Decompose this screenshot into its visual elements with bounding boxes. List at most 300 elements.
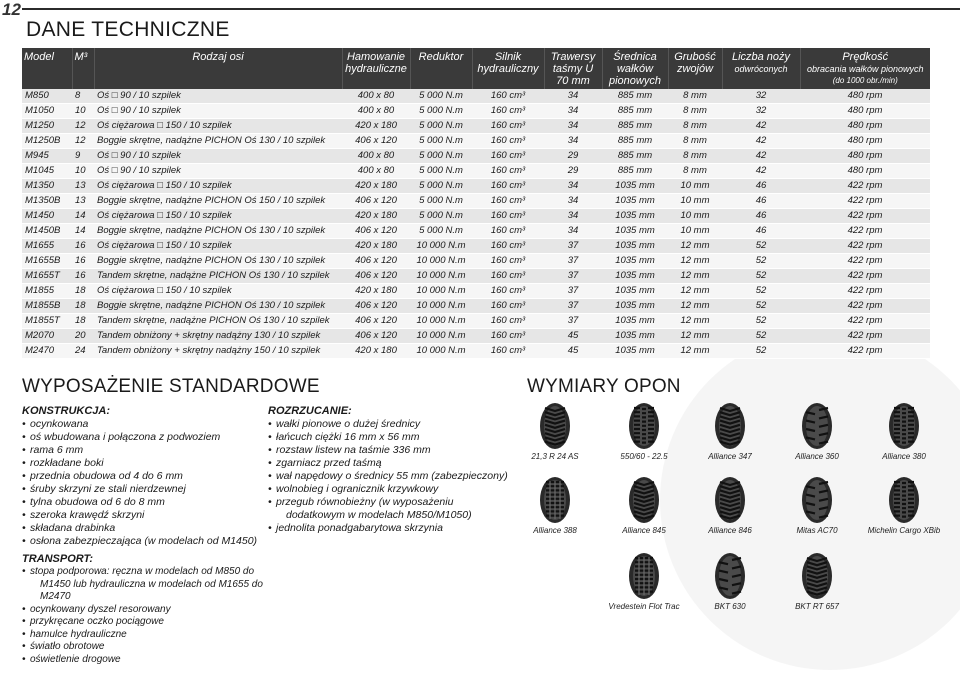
tyre-item [777,402,857,461]
table-cell: Oś ciężarowa □ 150 / 10 szpilek [94,239,342,254]
table-cell: 8 mm [668,89,722,104]
list-item: • hamulce hydrauliczne [22,629,282,642]
table-cell: 13 [72,179,94,194]
table-cell: M1350B [22,194,72,209]
table-row [22,164,930,179]
table-cell: 18 [72,314,94,329]
tyre-icon [531,402,579,450]
table-cell: 422 rpm [800,269,930,284]
table-cell: 5 000 N.m [410,164,472,179]
table-cell: M1655 [22,239,72,254]
list-item: • ocynkowany dyszel resorowany [22,604,282,617]
table-cell: 12 mm [668,344,722,359]
tyre-label: Vredestein Flot Trac [608,602,680,611]
list-item: • łańcuch ciężki 16 mm x 56 mm [268,431,518,444]
tyre-label: 21,3 R 24 AS [531,452,579,461]
tyre-icon [531,476,579,524]
table-cell: 8 mm [668,149,722,164]
table-cell: 406 x 120 [342,329,410,344]
table-cell: 480 rpm [800,149,930,164]
table-cell: 12 mm [668,254,722,269]
table-row [22,239,930,254]
table-row [22,134,930,149]
table-cell: 422 rpm [800,239,930,254]
table-cell: 8 mm [668,134,722,149]
tyre-label: 550/60 - 22.5 [620,452,668,461]
page-number: 12 [0,0,26,22]
table-cell: 160 cm³ [472,329,544,344]
table-cell: 1035 mm [602,284,668,299]
table-cell: 52 [722,344,800,359]
table-cell: 37 [544,239,602,254]
tyre-item [864,476,944,535]
table-cell: M1250B [22,134,72,149]
tyre-label: BKT 630 [714,602,746,611]
table-row [22,149,930,164]
table-cell: 20 [72,329,94,344]
table-cell: 9 [72,149,94,164]
table-cell: Tandem obniżony + skrętny nadążny 150 / 10 szpilek [94,344,342,359]
list-item: • rozkładane boki [22,457,262,470]
tyre-item [690,402,770,461]
table-cell: 420 x 180 [342,344,410,359]
list-item: • osłona zabezpieczająca (w modelach od M1450) [22,535,262,548]
table-cell: 5 000 N.m [410,224,472,239]
col-knives: Liczba noży odwróconych [722,48,800,89]
tyre-icon [793,402,841,450]
table-cell: 52 [722,239,800,254]
table-cell: 160 cm³ [472,224,544,239]
table-cell: 420 x 180 [342,179,410,194]
tyre-item [515,476,595,535]
table-cell: 10 000 N.m [410,239,472,254]
table-cell: M1045 [22,164,72,179]
table-cell: Boggie skrętne, nadążne PICHON Oś 130 / 10 szpilek [94,134,342,149]
table-cell: 14 [72,224,94,239]
tyre-item [777,552,857,611]
table-cell: 10 mm [668,194,722,209]
col-m3: M³ [72,48,94,89]
table-cell: M1655B [22,254,72,269]
table-cell: 422 rpm [800,194,930,209]
table-cell: Tandem obniżony + skrętny nadążny 130 / 10 szpilek [94,329,342,344]
list-item: • przednia obudowa od 4 do 6 mm [22,470,262,483]
table-cell: 42 [722,164,800,179]
table-cell: 18 [72,284,94,299]
table-cell: 400 x 80 [342,149,410,164]
table-cell: 37 [544,299,602,314]
table-cell: M1655T [22,269,72,284]
tyre-label: Alliance 360 [795,452,839,461]
table-cell: 29 [544,164,602,179]
list-item: • szeroka krawędź skrzyni [22,509,262,522]
table-cell: 400 x 80 [342,164,410,179]
table-cell: 480 rpm [800,119,930,134]
tyres-title: WYMIARY OPON [527,376,681,397]
table-cell: M1050 [22,104,72,119]
table-cell: 160 cm³ [472,194,544,209]
list-item: • wałki pionowe o dużej średnicy [268,418,518,431]
table-cell: 37 [544,254,602,269]
table-cell: 5 000 N.m [410,134,472,149]
table-cell: 422 rpm [800,284,930,299]
list-item: • wolnobieg i ogranicznik krzywkowy [268,483,518,496]
table-cell: 8 mm [668,119,722,134]
table-cell: 885 mm [602,119,668,134]
table-cell: 10 000 N.m [410,284,472,299]
tyre-label: Alliance 846 [708,526,752,535]
list-item: • śruby skrzyni ze stali nierdzewnej [22,483,262,496]
table-cell: 12 mm [668,314,722,329]
table-cell: 52 [722,269,800,284]
table-cell: 8 mm [668,164,722,179]
table-cell: 12 [72,134,94,149]
table-cell: 885 mm [602,149,668,164]
tyre-item [690,552,770,611]
table-cell: 5 000 N.m [410,149,472,164]
table-cell: 42 [722,119,800,134]
table-cell: 1035 mm [602,254,668,269]
table-row [22,119,930,134]
table-cell: 420 x 180 [342,119,410,134]
col-brakes: Hamowanie hydrauliczne [342,48,410,89]
table-cell: 160 cm³ [472,284,544,299]
tyre-item [604,402,684,461]
table-cell: 160 cm³ [472,299,544,314]
table-cell: 160 cm³ [472,254,544,269]
table-cell: 45 [544,329,602,344]
list-item: • zgarniacz przed taśmą [268,457,518,470]
table-cell: 37 [544,314,602,329]
table-cell: 1035 mm [602,209,668,224]
table-cell: 160 cm³ [472,164,544,179]
table-cell: 422 rpm [800,329,930,344]
table-cell: 52 [722,284,800,299]
tyre-icon [793,552,841,600]
table-cell: M1450 [22,209,72,224]
table-cell: Tandem skrętne, nadążne PICHON Oś 130 / 10 szpilek [94,314,342,329]
list-item: • składana drabinka [22,522,262,535]
tyre-item [690,476,770,535]
table-cell: 1035 mm [602,224,668,239]
table-cell: 422 rpm [800,209,930,224]
table-cell: 52 [722,299,800,314]
table-cell: 10 000 N.m [410,329,472,344]
table-cell: 406 x 120 [342,314,410,329]
table-cell: 160 cm³ [472,344,544,359]
table-cell: 34 [544,134,602,149]
table-cell: 1035 mm [602,269,668,284]
tyre-icon [620,552,668,600]
table-cell: Oś ciężarowa □ 150 / 10 szpilek [94,209,342,224]
list-item: • rama 6 mm [22,444,262,457]
table-cell: 13 [72,194,94,209]
tyre-item [864,402,944,461]
list-item: • stopa podporowa: ręczna w modelach od M850 do [22,566,282,579]
table-cell: Boggie skrętne, nadążne PICHON Oś 130 / 10 szpilek [94,254,342,269]
tyre-label: Alliance 380 [882,452,926,461]
table-cell: Boggie skrętne, nadążne PICHON Oś 130 / 10 szpilek [94,299,342,314]
table-cell: 406 x 120 [342,269,410,284]
table-cell: 18 [72,299,94,314]
table-cell: 480 rpm [800,134,930,149]
tyre-label: Alliance 845 [622,526,666,535]
tyre-item [604,476,684,535]
table-cell: Boggie skrętne, nadążne PICHON Oś 130 / 10 szpilek [94,224,342,239]
table-cell: 10 mm [668,209,722,224]
table-cell: 46 [722,224,800,239]
table-cell: 1035 mm [602,179,668,194]
table-cell: M1855T [22,314,72,329]
list-item: • oświetlenie drogowe [22,654,282,667]
list-item: • oś wbudowana i połączona z podwoziem [22,431,262,444]
table-row [22,329,930,344]
table-cell: 34 [544,104,602,119]
col-model: Model [22,48,72,89]
tyre-item [515,402,595,461]
table-cell: 34 [544,179,602,194]
table-cell: 1035 mm [602,344,668,359]
list-item: • jednolita ponadgabarytowa skrzynia [268,522,518,535]
list-item: • tylna obudowa od 6 do 8 mm [22,496,262,509]
table-cell: 12 mm [668,299,722,314]
col-diameter: Średnica wałków pionowych [602,48,668,89]
table-cell: 34 [544,209,602,224]
table-cell: 10 mm [668,224,722,239]
construction-list [22,418,262,548]
table-cell: 10 [72,164,94,179]
tyre-icon [880,476,928,524]
table-row [22,344,930,359]
table-cell: 160 cm³ [472,209,544,224]
table-cell: M1350 [22,179,72,194]
table-cell: M945 [22,149,72,164]
table-cell: 1035 mm [602,239,668,254]
tyre-label: Mitas AC70 [796,526,838,535]
table-cell: 10 000 N.m [410,314,472,329]
table-cell: 160 cm³ [472,239,544,254]
table-row [22,269,930,284]
tyre-icon [793,476,841,524]
table-cell: 14 [72,209,94,224]
table-cell: M1855B [22,299,72,314]
table-cell: 16 [72,269,94,284]
tyre-item [777,476,857,535]
page-title: DANE TECHNICZNE [26,18,230,41]
construction-label: KONSTRUKCJA: [22,405,110,417]
list-item: • przykręcane oczko pociągowe [22,616,282,629]
table-cell: Oś □ 90 / 10 szpilek [94,149,342,164]
tyre-icon [620,476,668,524]
table-row [22,194,930,209]
tyre-label: Alliance 388 [533,526,577,535]
table-cell: 10 000 N.m [410,254,472,269]
table-cell: 37 [544,284,602,299]
tyre-icon [880,402,928,450]
table-cell: 12 [72,119,94,134]
col-reducer: Reduktor [410,48,472,89]
table-cell: 5 000 N.m [410,179,472,194]
table-cell: M1250 [22,119,72,134]
table-cell: 5 000 N.m [410,104,472,119]
table-cell: Oś □ 90 / 10 szpilek [94,104,342,119]
table-row [22,254,930,269]
table-cell: M2070 [22,329,72,344]
table-cell: 16 [72,254,94,269]
table-cell: 422 rpm [800,299,930,314]
table-row [22,104,930,119]
table-cell: 160 cm³ [472,149,544,164]
tyre-label: Michelin Cargo XBib [867,526,941,535]
table-cell: M1855 [22,284,72,299]
table-cell: 1035 mm [602,299,668,314]
table-cell: 160 cm³ [472,119,544,134]
table-cell: 885 mm [602,164,668,179]
table-cell: Oś ciężarowa □ 150 / 10 szpilek [94,119,342,134]
tyre-icon [620,402,668,450]
spec-table [22,48,930,359]
table-cell: 10 000 N.m [410,269,472,284]
table-cell: 5 000 N.m [410,209,472,224]
table-cell: 160 cm³ [472,89,544,104]
table-cell: Oś ciężarowa □ 150 / 10 szpilek [94,284,342,299]
table-cell: 406 x 120 [342,299,410,314]
table-cell: 42 [722,149,800,164]
table-cell: 10 000 N.m [410,299,472,314]
table-cell: Oś ciężarowa □ 150 / 10 szpilek [94,179,342,194]
table-cell: 406 x 120 [342,224,410,239]
transport-list [22,566,282,666]
table-cell: 422 rpm [800,179,930,194]
table-cell: 406 x 120 [342,134,410,149]
table-cell: 160 cm³ [472,269,544,284]
table-cell: 480 rpm [800,164,930,179]
table-cell: 16 [72,239,94,254]
table-cell: 885 mm [602,134,668,149]
tyre-label: Alliance 347 [708,452,752,461]
table-cell: 160 cm³ [472,134,544,149]
table-cell: 32 [722,104,800,119]
table-cell: 1035 mm [602,314,668,329]
table-cell: Oś □ 90 / 10 szpilek [94,164,342,179]
col-motor: Silnik hydrauliczny [472,48,544,89]
table-cell: 52 [722,314,800,329]
table-cell: 160 cm³ [472,314,544,329]
table-cell: 10 mm [668,179,722,194]
table-row [22,284,930,299]
top-rule [22,8,960,10]
spreading-label: ROZRZUCANIE: [268,405,352,417]
table-cell: 160 cm³ [472,104,544,119]
table-cell: 46 [722,209,800,224]
table-cell: 52 [722,254,800,269]
table-header-row [22,48,930,89]
table-cell: 160 cm³ [472,179,544,194]
table-cell: 400 x 80 [342,89,410,104]
list-item: • światło obrotowe [22,641,282,654]
table-cell: 24 [72,344,94,359]
table-cell: 34 [544,119,602,134]
table-cell: 406 x 120 [342,194,410,209]
table-cell: 32 [722,89,800,104]
table-cell: 885 mm [602,104,668,119]
table-cell: M1450B [22,224,72,239]
list-item: • rozstaw listew na taśmie 336 mm [268,444,518,457]
table-cell: 12 mm [668,329,722,344]
col-belt: Trawersy taśmy U 70 mm [544,48,602,89]
list-item: • ocynkowana [22,418,262,431]
table-cell: 10 [72,104,94,119]
tyre-icon [706,476,754,524]
table-cell: 406 x 120 [342,254,410,269]
table-cell: 34 [544,224,602,239]
table-row [22,299,930,314]
tyre-item [604,552,684,611]
table-cell: 29 [544,149,602,164]
table-row [22,209,930,224]
table-row [22,89,930,104]
table-cell: 422 rpm [800,254,930,269]
table-cell: 8 mm [668,104,722,119]
table-cell: 885 mm [602,89,668,104]
table-cell: 422 rpm [800,224,930,239]
table-cell: 422 rpm [800,314,930,329]
transport-label: TRANSPORT: [22,553,94,565]
standard-equipment-title: WYPOSAŻENIE STANDARDOWE [22,376,320,397]
table-cell: 480 rpm [800,104,930,119]
table-cell: 12 mm [668,284,722,299]
table-cell: 5 000 N.m [410,194,472,209]
table-cell: 422 rpm [800,344,930,359]
table-cell: 480 rpm [800,89,930,104]
list-item: dodatkowym w modelach M850/M1050) [286,509,472,521]
table-cell: 34 [544,89,602,104]
table-cell: 420 x 180 [342,239,410,254]
table-cell: 400 x 80 [342,104,410,119]
tyre-label: BKT RT 657 [795,602,839,611]
table-cell: Boggie skrętne, nadążne PICHON Oś 150 / 10 szpilek [94,194,342,209]
table-cell: M2470 [22,344,72,359]
table-cell: 34 [544,194,602,209]
table-row [22,224,930,239]
table-cell: 5 000 N.m [410,119,472,134]
table-cell: 12 mm [668,269,722,284]
table-cell: 1035 mm [602,329,668,344]
table-cell: 10 000 N.m [410,344,472,359]
table-cell: 1035 mm [602,194,668,209]
list-item: M1450 lub hydrauliczna w modelach od M1655 do M2470 [40,578,263,602]
col-thickness: Grubość zwojów [668,48,722,89]
table-row [22,314,930,329]
col-axle: Rodzaj osi [94,48,342,89]
table-cell: 420 x 180 [342,209,410,224]
table-cell: M850 [22,89,72,104]
col-speed: Prędkość obracania wałków pionowych (do 1000 obr./min) [800,48,930,89]
list-item: • wał napędowy o średnicy 55 mm (zabezpieczony) [268,470,518,483]
tyre-icon [706,552,754,600]
table-cell: 420 x 180 [342,284,410,299]
table-cell: 12 mm [668,239,722,254]
spreading-list [268,418,518,535]
table-cell: Tandem skrętne, nadążne PICHON Oś 130 / 10 szpilek [94,269,342,284]
table-cell: 42 [722,134,800,149]
tyre-icon [706,402,754,450]
table-cell: Oś □ 90 / 10 szpilek [94,89,342,104]
table-cell: 37 [544,269,602,284]
table-cell: 45 [544,344,602,359]
list-item: • przegub równobieżny (w wyposażeniu [268,496,518,509]
table-cell: 46 [722,179,800,194]
